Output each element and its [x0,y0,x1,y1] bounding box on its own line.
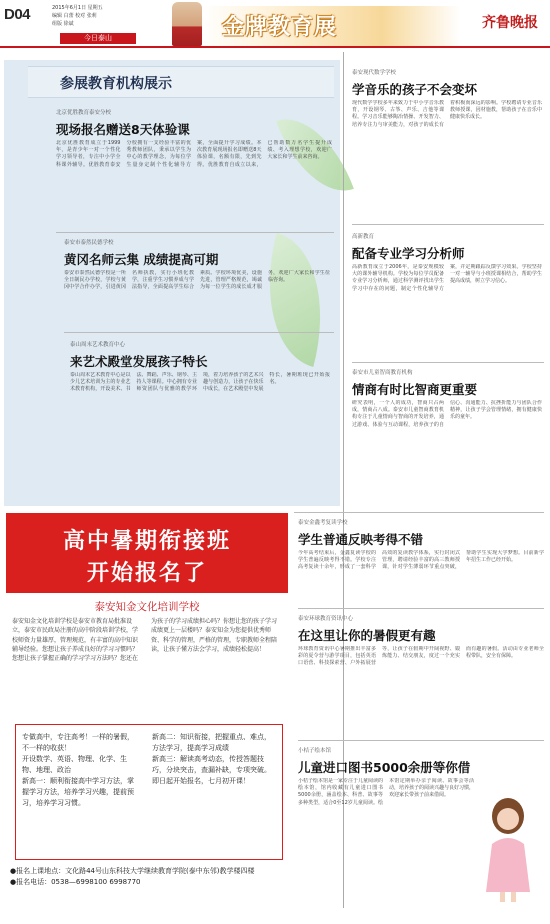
divider [294,512,544,513]
article-title: 情商有时比智商更重要 [352,382,478,397]
ad-course-right: 新高二：知识衔接，把握重点、难点，方法学习，提高学习成绩 新高三：解读高考动态，传授答题技巧，分块突击，查漏补缺，专项突破。 即日起开始报名，七月初开课！ [152,733,271,785]
date-line: 2015年6月1日 星期五 [52,5,103,11]
ad-course-left: 专做高中，专注高考！一样的暑假，不一样的收获！ 开设数学、英语、物理、化学、生物、地理、政治 新高一：顺利衔接高中学习方法，掌握学习方法，培养学习兴趣，提前预习，培养学习习惯。 [22,733,134,807]
article-body: 泰安市泰然民德学校是一所全日制民办学校，学校与黄冈中学合作办学，引进黄冈名师执教，实行小班化教学，注重学生习惯养成与学法指导，全面提高学生综合素质。学校环境优美，设施先进，管理严格规范，竭诚为每一位学生的成长成才服务，欢迎广大家长和学生莅临咨询。 [64,270,330,291]
article-body: 今年高考结束后，金鑫复读学校的学生普遍反映考得不错。学校专注高考复读十余年，形成了一套科学高效的复读教学体系，实行封闭式管理，聘请经验丰富的高三教师授课，针对学生薄弱环节重点突破，帮助学生实现大学梦想。目前新学年招生工作已经开始。 [298,550,544,571]
article-title: 黄冈名师云集 成绩提高可期 [64,252,219,267]
page-number: D04 [4,6,31,23]
article-body: 环球教育资讯中心暑期推出丰富多彩的夏令营与游学项目，包括英语口语营、科技探索营、户外拓展营等，让孩子在假期中开阔视野、锻炼能力、结交朋友，度过一个充实而有趣的暑假。活动由专业老师全程带队，安全有保障。 [298,646,544,667]
ad-address: ●报名上课地点：文化路44号山东科技大学继续教育学院(泰中东邻)教学楼四楼 [10,867,255,875]
article-source: 高新教育 [352,234,375,240]
article-source: 泰安市泰然民德学校 [64,240,114,246]
article-source: 泰安现代数学学校 [352,70,397,76]
article-title: 儿童进口图书5000余册等你借 [298,760,471,775]
article-body: 小桔子绘本馆是一家专注于儿童阅读的绘本馆，馆内收藏有儿童进口图书5000余册，涵盖绘本、科普、故事等多种类型，适合0至12岁儿童阅读。绘本馆定期举办亲子阅读、故事会等活动，培养孩子的阅读兴趣与良好习惯，欢迎家长带孩子前来借阅。 [298,778,474,806]
main-title: 参展教育机构展示 [60,76,172,92]
article-body: 北京优胜教育成立于1999年，是青少年一对一个性化学习领导者，专注中小学全科课外辅导。优胜教育泰安分校拥有一支经验丰富的优秀教师团队，秉承以学生为中心的教学理念，为每位学生量身定制个性化辅导方案，全面提升学习成绩。本次教育展现场报名即赠送8天体验课，名额有限，先到先得。优胜教育自成立以来，已帮助数万名学生提升成绩、考入理想学校，欢迎广大家长和学生前来咨询。 [56,140,332,168]
article-title: 来艺术殿堂发展孩子特长 [70,354,208,369]
article-body: 泰山周末艺术教育中心是以少儿艺术培训为主的专业艺术教育机构，开设美术、书法、舞蹈、声乐、钢琴、主持人等课程。中心拥有专业师资团队与优雅的教学环境，着力培养孩子的艺术兴趣与创造力，让孩子在快乐中成长，在艺术殿堂中发展特长，暑期班现已开始报名。 [70,372,330,393]
article-title: 学生普通反映考得不错 [298,532,424,547]
ad-intro: 泰安知金文化培训学校是泰安市教育局批准设立，泰安市民政局注册的高中阶段培训学校，学校师资力量雄厚，管理规范，有丰富的高中知识辅导经验。您想让孩子养成良好的学习习惯吗？您想让孩子掌握正确的学习学习方法吗？您还在为孩子的学习成绩担心吗？你想让您的孩子学习成绩更上一层楼吗？泰安知金为您提供优秀师资、科学的管理，严格的管理，专职教师全程陪读，让孩子懂方法会学习，成绩轻松提高！ [12,618,278,663]
editor-line: 编辑 白蕾 校对 张莉 [52,13,97,19]
ad-title-line-2: 开始报名了 [86,561,207,586]
banner-title: 金牌教育展 [222,15,338,40]
article-body: 现代数学学校多年来致力于中小学音乐教育，开设钢琴、古筝、声乐、吉他等课程。学习音乐能够陶冶情操、开发智力、培养专注力与审美能力，对孩子的成长有着积极而深远的影响。学校聘请专业音乐教师授课，因材施教，帮助孩子在音乐中健康快乐成长。 [352,100,542,128]
article-source: 泰山周末艺术教育中心 [70,342,126,348]
ad-subtitle: 泰安知金文化培训学校 [94,601,200,613]
header-rule [0,46,550,48]
article-source: 北京优胜教育泰安分校 [56,110,112,116]
article-source: 泰安市儿童智商教育机构 [352,370,413,376]
design-line: 组版 徐斌 [52,21,74,27]
section-tab: 今日泰山 [60,33,136,44]
article-source: 小桔子绘本馆 [298,748,332,754]
divider [352,362,544,363]
article-body: 研究表明，一个人的成功，智商只占两成，情商占八成。泰安市儿童智商教育机构专注于儿童情商与智商的开发培养，通过游戏、体验与互动课程，培养孩子的自信心、沟通能力、抗挫折能力与团队合作精神，让孩子学会管理情绪，拥有健康快乐的童年。 [352,400,542,428]
newspaper-brand: 齐鲁晚报 [482,15,538,31]
ad-phone: ●报名电话：0538—6998100 6998770 [10,878,141,886]
divider [64,332,334,333]
header-meta [52,4,132,28]
divider [56,232,334,233]
article-source: 泰安金鑫考复读学校 [298,520,348,526]
divider [352,224,544,225]
article-source: 泰安环球教育资讯中心 [298,616,354,622]
girl-illustration [480,792,536,904]
article-title: 学音乐的孩子不会变坏 [352,82,478,97]
divider [298,740,544,741]
article-title: 现场报名赠送8天体验课 [56,122,190,137]
article-title: 配备专业学习分析师 [352,246,465,261]
ad-footer [10,866,288,906]
article-title: 在这里让你的暑假更有趣 [298,628,436,643]
article-body: 高新教育成立于2006年，是泰安规模较大的课外辅导机构。学校为每位学员配备专业学习分析师，通过科学测评找出学生学习中存在的问题，制定个性化辅导方案，并定期跟踪反馈学习效果。学校坚持一对一辅导与小班授课相结合，帮助学生提高成绩，树立学习信心。 [352,264,542,292]
divider [298,608,544,609]
ad-title-line-1: 高中暑期衔接班 [62,529,231,554]
child-photo [172,2,202,46]
